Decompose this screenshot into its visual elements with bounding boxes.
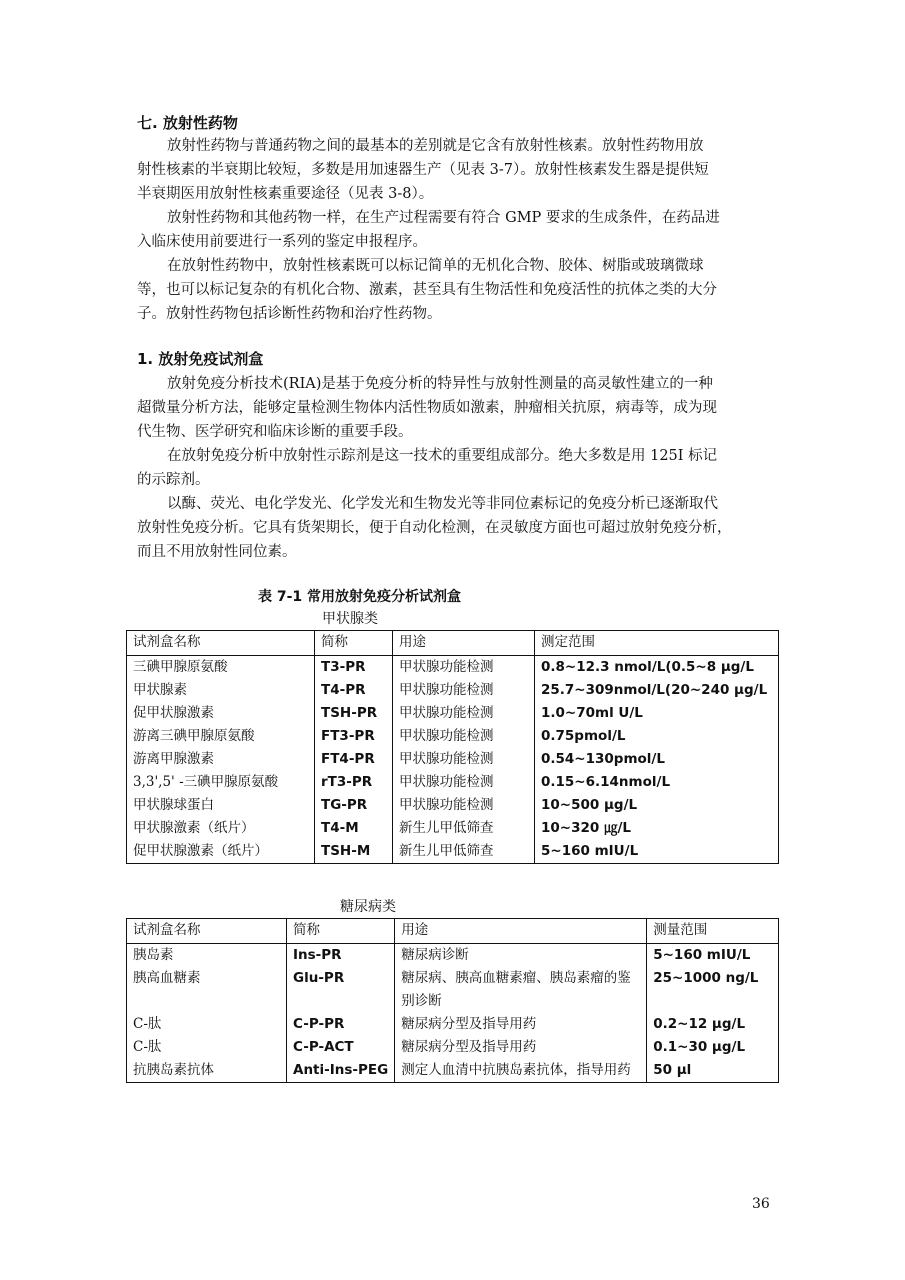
text-line: 等，也可以标记复杂的有机化合物、激素，甚至具有生物活性和免疫活性的抗体之类的大分: [137, 282, 717, 298]
column-header: 测定范围: [535, 631, 779, 656]
kit-name-cell: 游离甲腺激素: [133, 751, 214, 767]
abbreviation-cell: Glu-PR: [287, 967, 395, 1013]
table-row: [127, 1036, 779, 1059]
abbreviation-cell: TSH-PR: [315, 702, 393, 725]
text-line: 放射性药物和其他药物一样，在生产过程需要有符合 GMP 要求的生成条件，在药品进: [167, 210, 720, 226]
text-line: 在放射性药物中，放射性核素既可以标记简单的无机化合物、胶体、树脂或玻璃微球: [167, 258, 704, 274]
kit-name-cell: 甲状腺激素（纸片）: [133, 820, 255, 836]
kit-name-cell: 抗胰岛素抗体: [133, 1062, 214, 1078]
table-header-row: [127, 919, 779, 944]
column-header: 简称: [287, 919, 395, 944]
abbreviation-cell: C-P-PR: [287, 1013, 395, 1036]
table1-subtitle: 甲状腺类: [322, 611, 378, 627]
table-row: [127, 656, 779, 680]
range-cell: 0.15~6.14nmol/L: [535, 771, 779, 794]
text-line: 代生物、医学研究和临床诊断的重要手段。: [137, 424, 413, 440]
usage-cell: 糖尿病分型及指导用药: [395, 1036, 647, 1059]
range-cell: 0.54~130pmol/L: [535, 748, 779, 771]
usage-cell: 糖尿病、胰高血糖素瘤、胰岛素瘤的鉴别诊断: [395, 967, 647, 1013]
table-row: [127, 748, 779, 771]
text-line: 射性核素的半衰期比较短，多数是用加速器生产（见表 3-7）。放射性核素发生器是提供短: [137, 162, 709, 178]
text-line: 超微量分析方法，能够定量检测生物体内活性物质如激素，肿瘤相关抗原，病毒等，成为现: [137, 400, 717, 416]
thyroid-kit-table: [126, 630, 779, 864]
table2-subtitle: 糖尿病类: [340, 899, 396, 915]
paragraph-2: [137, 206, 777, 254]
text-line: 而且不用放射性同位素。: [137, 544, 297, 560]
range-cell: 50 μl: [647, 1059, 779, 1083]
abbreviation-cell: T4-PR: [315, 679, 393, 702]
paragraph-1: [137, 134, 777, 206]
kit-name-cell: 游离三碘甲腺原氨酸: [133, 728, 255, 744]
column-header: 简称: [315, 631, 393, 656]
table-row: [127, 944, 779, 968]
column-header: 用途: [395, 919, 647, 944]
table-caption: 表 7-1 常用放射免疫分析试剂盒: [258, 589, 462, 605]
range-cell: 25.7~309nmol/L(20~240 μg/L: [535, 679, 779, 702]
usage-cell: 测定人血清中抗胰岛素抗体，指导用药: [395, 1059, 647, 1083]
abbreviation-cell: T4-M: [315, 817, 393, 840]
text-line: 以酶、荧光、电化学发光、化学发光和生物发光等非同位素标记的免疫分析已逐渐取代: [167, 496, 718, 512]
usage-cell: 甲状腺功能检测: [393, 656, 535, 680]
paragraph-3: [137, 254, 777, 326]
table-row: [127, 967, 779, 1013]
column-header: 试剂盒名称: [127, 631, 315, 656]
kit-name-cell: C-肽: [133, 1039, 162, 1055]
paragraph-6: [137, 492, 777, 564]
abbreviation-cell: Ins-PR: [287, 944, 395, 968]
usage-cell: 甲状腺功能检测: [393, 794, 535, 817]
abbreviation-cell: TSH-M: [315, 840, 393, 864]
kit-name-cell: 促甲状腺激素（纸片）: [133, 843, 268, 859]
table-row: [127, 817, 779, 840]
table-row: [127, 840, 779, 864]
table-row: [127, 702, 779, 725]
text-line: 放射性免疫分析。它具有货架期长，便于自动化检测，在灵敏度方面也可超过放射免疫分析，: [137, 520, 732, 536]
kit-name-cell: 三碘甲腺原氨酸: [133, 659, 228, 675]
usage-cell: 甲状腺功能检测: [393, 771, 535, 794]
kit-name-cell: 促甲状腺激素: [133, 705, 214, 721]
diabetes-kit-table: [126, 918, 779, 1083]
paragraph-5: [137, 444, 777, 492]
abbreviation-cell: TG-PR: [315, 794, 393, 817]
range-cell: 0.1~30 μg/L: [647, 1036, 779, 1059]
column-header: 试剂盒名称: [127, 919, 287, 944]
table-row: [127, 1059, 779, 1083]
usage-cell: 糖尿病诊断: [395, 944, 647, 968]
range-cell: 10~320 ㎍/L: [535, 817, 779, 840]
subsection-heading: 1. 放射免疫试剂盒: [137, 350, 264, 368]
column-header: 用途: [393, 631, 535, 656]
page-number: 36: [752, 1196, 770, 1212]
kit-name-cell: 3,3',5' -三碘甲腺原氨酸: [133, 774, 279, 790]
usage-cell: 新生儿甲低筛查: [393, 840, 535, 864]
table-row: [127, 771, 779, 794]
abbreviation-cell: Anti-Ins-PEG: [287, 1059, 395, 1083]
range-cell: 0.8~12.3 nmol/L(0.5~8 μg/L: [535, 656, 779, 680]
abbreviation-cell: FT3-PR: [315, 725, 393, 748]
kit-name-cell: 甲状腺素: [133, 682, 187, 698]
range-cell: 0.75pmol/L: [535, 725, 779, 748]
range-cell: 1.0~70ml U/L: [535, 702, 779, 725]
range-cell: 5~160 mIU/L: [535, 840, 779, 864]
text-line: 半衰期医用放射性核素重要途径（见表 3-8）。: [137, 186, 434, 202]
kit-name-cell: 胰高血糖素: [133, 970, 201, 986]
range-cell: 10~500 μg/L: [535, 794, 779, 817]
text-line: 在放射免疫分析中放射性示踪剂是这一技术的重要组成部分。绝大多数是用 125I 标记: [167, 448, 718, 464]
abbreviation-cell: T3-PR: [315, 656, 393, 680]
range-cell: 5~160 mIU/L: [647, 944, 779, 968]
usage-cell: 新生儿甲低筛查: [393, 817, 535, 840]
table-row: [127, 679, 779, 702]
kit-name-cell: C-肽: [133, 1016, 162, 1032]
kit-name-cell: 胰岛素: [133, 947, 174, 963]
section-heading: 七. 放射性药物: [137, 114, 238, 132]
text-line: 子。放射性药物包括诊断性药物和治疗性药物。: [137, 306, 442, 322]
range-cell: 25~1000 ng/L: [647, 967, 779, 1013]
table-header-row: [127, 631, 779, 656]
text-line: 放射性药物与普通药物之间的最基本的差别就是它含有放射性核素。放射性药物用放: [167, 138, 704, 154]
text-line: 入临床使用前要进行一系列的鉴定申报程序。: [137, 234, 427, 250]
range-cell: 0.2~12 μg/L: [647, 1013, 779, 1036]
text-line: 的示踪剂。: [137, 472, 210, 488]
abbreviation-cell: FT4-PR: [315, 748, 393, 771]
text-line: 放射免疫分析技术(RIA)是基于免疫分析的特异性与放射性测量的高灵敏性建立的一种: [167, 376, 713, 392]
usage-cell: 甲状腺功能检测: [393, 748, 535, 771]
kit-name-cell: 甲状腺球蛋白: [133, 797, 214, 813]
usage-cell: 甲状腺功能检测: [393, 725, 535, 748]
table-row: [127, 725, 779, 748]
usage-cell: 甲状腺功能检测: [393, 679, 535, 702]
column-header: 测量范围: [647, 919, 779, 944]
usage-cell: 糖尿病分型及指导用药: [395, 1013, 647, 1036]
abbreviation-cell: C-P-ACT: [287, 1036, 395, 1059]
table-row: [127, 794, 779, 817]
usage-cell: 甲状腺功能检测: [393, 702, 535, 725]
abbreviation-cell: rT3-PR: [315, 771, 393, 794]
table-row: [127, 1013, 779, 1036]
paragraph-4: [137, 372, 777, 444]
